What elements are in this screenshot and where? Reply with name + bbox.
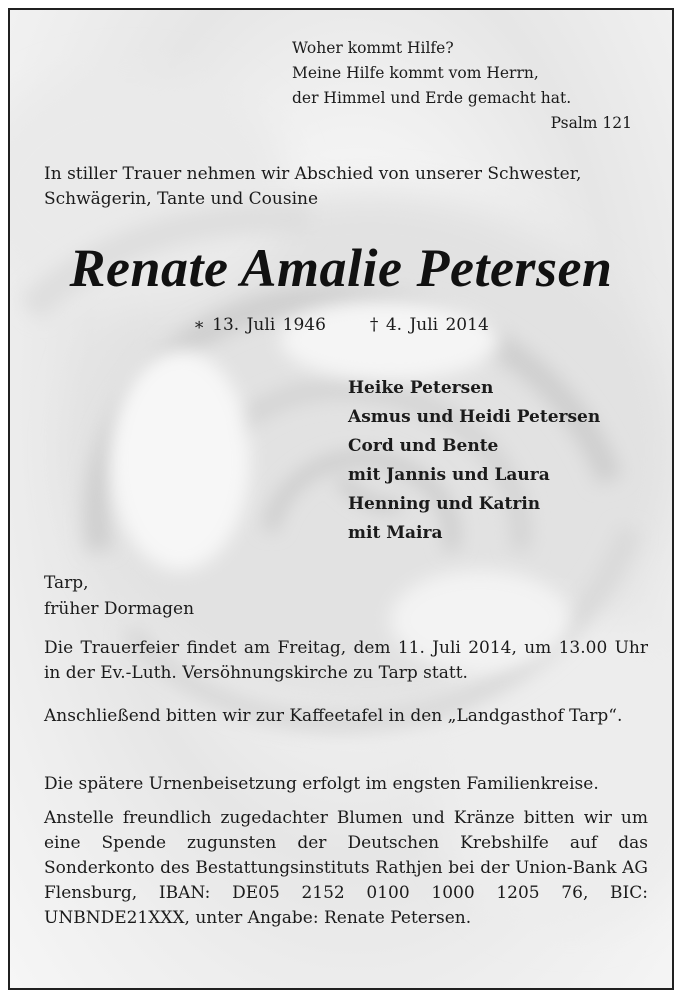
psalm-line: der Himmel und Erde gemacht hat.: [292, 89, 572, 107]
psalm-reference: Psalm 121: [550, 114, 632, 132]
funeral-info: Die Trauerfeier findet am Freitag, dem 11. Juli 2014, um 13.00 Uhr in der Ev.-Luth. Versöhnungskirche zu Tarp statt.: [44, 638, 648, 683]
place-former: früher Dormagen: [44, 599, 195, 619]
mourner-line: Asmus und Heidi Petersen: [348, 407, 601, 427]
birth-date: ∗ 13. Juli 1946: [193, 315, 326, 335]
intro-text: In stiller Trauer nehmen wir Abschied von unserer Schwester, Schwägerin, Tante und Cousine: [44, 164, 582, 209]
life-dates: [10, 312, 672, 338]
deceased-name: Renate Amalie Petersen: [69, 238, 613, 298]
urn-burial-info: Die spätere Urnenbeisetzung erfolgt im engsten Familienkreise.: [44, 774, 599, 794]
place-town: Tarp,: [44, 573, 89, 593]
psalm-line: Woher kommt Hilfe?: [292, 39, 454, 57]
obituary-notice: [8, 8, 674, 990]
mourners-list: [348, 374, 668, 548]
mourner-line: Cord und Bente: [348, 436, 499, 456]
place: [44, 570, 648, 622]
coffee-info: Anschließend bitten wir zur Kaffeetafel in den „Landgasthof Tarp“.: [44, 706, 623, 726]
psalm-quote: [292, 36, 632, 136]
psalm-line: Meine Hilfe kommt vom Herrn,: [292, 64, 539, 82]
mourner-line: Heike Petersen: [348, 378, 494, 398]
death-date: † 4. Juli 2014: [369, 315, 489, 335]
donation-info: Anstelle freundlich zugedachter Blumen und Kränze bitten wir um eine Spende zugunsten der Deutschen Krebshilfe auf das Sonderkonto des Bestattungsinstituts Rathjen bei der Union-Bank AG Flensburg, IBAN: DE05 2152 0100 1000 1205 76, BIC: UNBNDE21XXX, unter Angabe: Renate Petersen.: [44, 808, 648, 928]
mourner-line: mit Maira: [348, 523, 443, 543]
mourner-line: mit Jannis und Laura: [348, 465, 550, 485]
mourner-line: Henning und Katrin: [348, 494, 541, 514]
